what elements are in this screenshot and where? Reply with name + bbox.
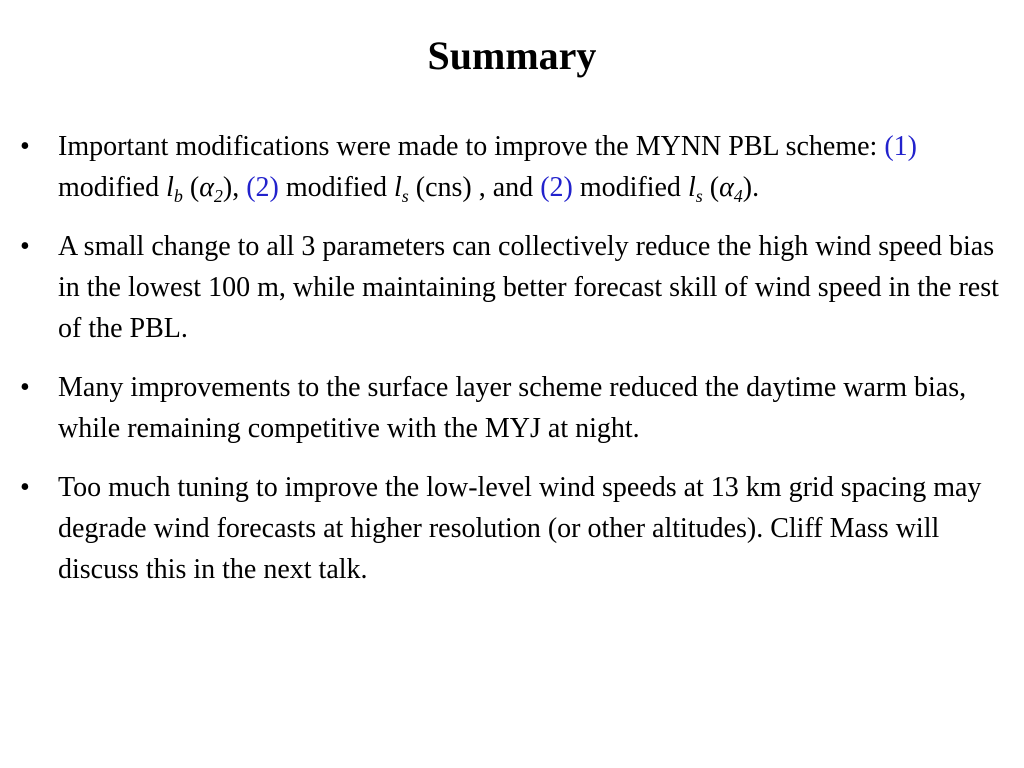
subscript: 2 [213,186,223,206]
symbol-alpha: α [719,172,734,203]
bullet-marker: • [20,372,30,403]
bullet-item-4 [0,467,1024,590]
symbol-alpha: α [199,172,214,203]
bullet-marker: • [20,231,30,262]
bullet-marker: • [20,131,30,162]
bullet-item-3 [0,367,1024,449]
subscript: s [401,186,409,206]
subscript: 4 [733,186,743,206]
bullet-text: Many improvements to the surface layer scheme reduced the daytime warm bias, while remaining competitive with the MYJ at night. [58,372,967,444]
bullet-text: Too much tuning to improve the low-level wind speeds at 13 km grid spacing may degrade wind forecasts at higher resolution (or other altitudes). Cliff Mass will discuss this in the next talk. [58,472,982,585]
reference-number: (1) [884,131,917,162]
bullet-text: A small change to all 3 parameters can collectively reduce the high wind speed bias in the lowest 100 m, while maintaining better forecast skill of wind speed in the rest of the PBL. [58,231,999,344]
bullet-item-1 [0,126,1024,208]
symbol-l: l [687,172,696,203]
subscript: s [695,186,703,206]
reference-number: (2) [246,172,279,203]
bullet-marker: • [20,472,30,503]
bullet-text: Important modifications were made to improve the MYNN PBL scheme: (1) modified $l_b$ $(\alpha_2)$, (2) modified $l_s$ (cns) , and (2) modified $l_s$ $(\alpha_4)$. [58,131,917,206]
subscript: b [173,186,183,206]
reference-number: (2) [540,172,573,203]
slide-title: Summary [427,33,597,78]
bullet-list [0,126,1024,608]
bullet-item-2 [0,226,1024,349]
symbol-l: l [166,172,174,203]
symbol-l: l [393,172,402,203]
